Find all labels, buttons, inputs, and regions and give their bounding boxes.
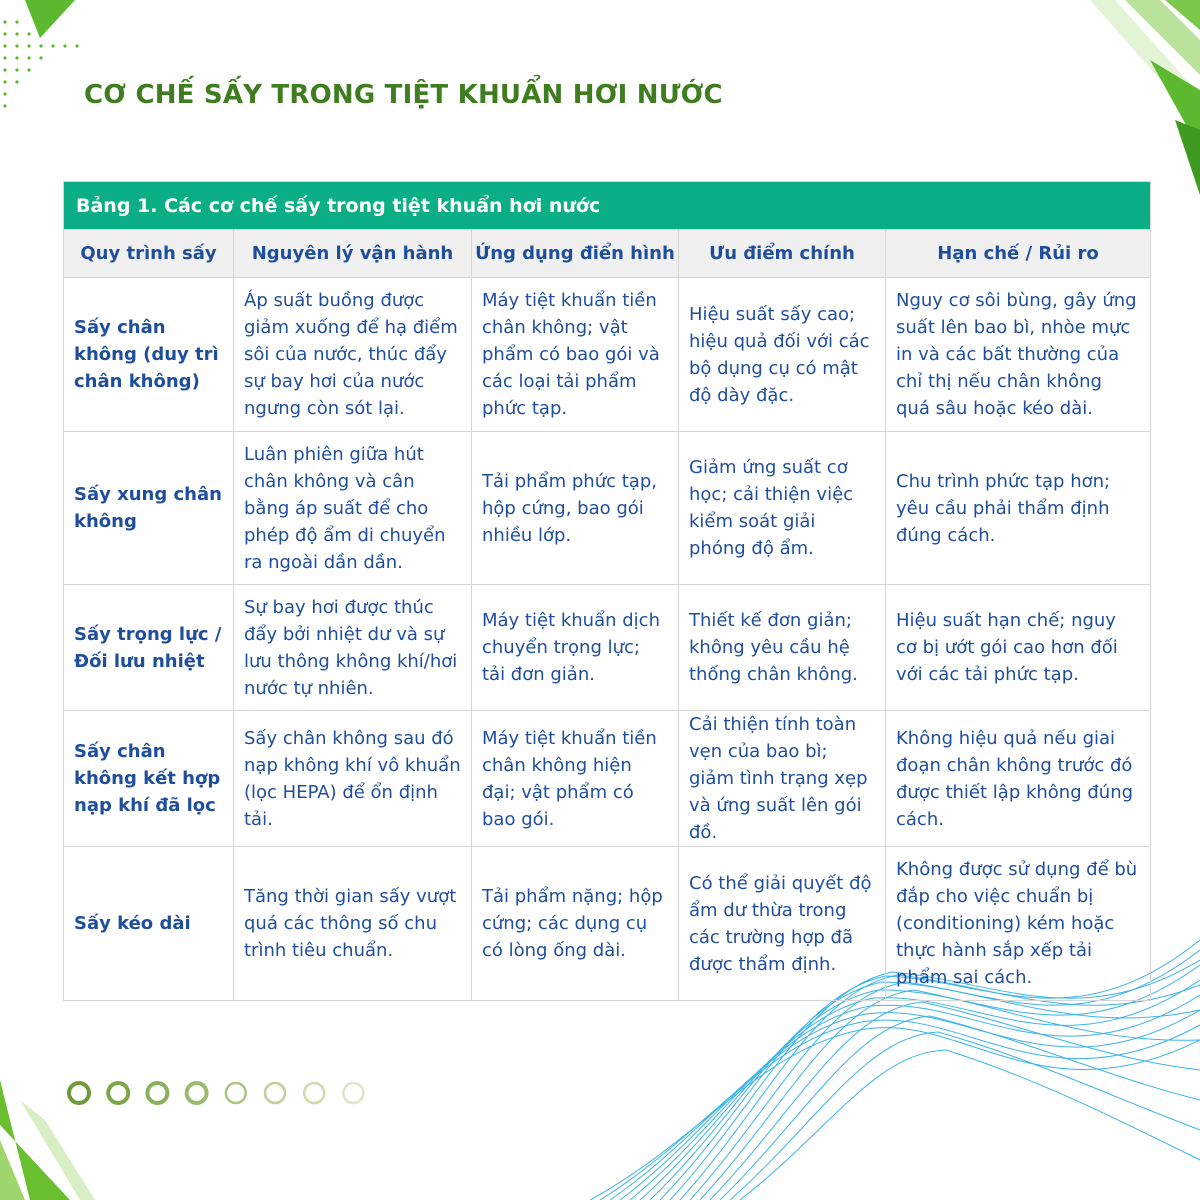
cell-process: Sấy xung chân không (64, 432, 234, 585)
cell-principle: Sự bay hơi được thúc đẩy bởi nhiệt dư và sự lưu thông không khí/hơi nước tự nhiên. (234, 585, 472, 711)
cell-process: Sấy chân không (duy trì chân không) (64, 278, 234, 432)
cell-limitations: Chu trình phức tạp hơn; yêu cầu phải thẩm định đúng cách. (886, 432, 1151, 585)
cell-advantages: Cải thiện tính toàn vẹn của bao bì; giảm tình trạng xẹp và ứng suất lên gói đồ. (679, 711, 886, 847)
table-row (64, 847, 1151, 1001)
cell-principle: Áp suất buồng được giảm xuống để hạ điểm sôi của nước, thúc đẩy sự bay hơi của nước ngưng còn sót lại. (234, 278, 472, 432)
cell-application: Máy tiệt khuẩn tiền chân không; vật phẩm có bao gói và các loại tải phẩm phức tạp. (472, 278, 679, 432)
top-right-stripes (1090, 0, 1200, 195)
cell-application: Máy tiệt khuẩn dịch chuyển trọng lực; tải đơn giản. (472, 585, 679, 711)
table-row (64, 278, 1151, 432)
table-row (64, 585, 1151, 711)
cell-principle: Sấy chân không sau đó nạp không khí vô khuẩn (lọc HEPA) để ổn định tải. (234, 711, 472, 847)
cell-advantages: Thiết kế đơn giản; không yêu cầu hệ thống chân không. (679, 585, 886, 711)
cell-application: Máy tiệt khuẩn tiền chân không hiện đại; vật phẩm có bao gói. (472, 711, 679, 847)
cell-advantages: Giảm ứng suất cơ học; cải thiện việc kiểm soát giải phóng độ ẩm. (679, 432, 886, 585)
table-row (64, 432, 1151, 585)
page-title: CƠ CHẾ SẤY TRONG TIỆT KHUẨN HƠI NƯỚC (84, 80, 723, 110)
cell-process: Sấy trọng lực / Đối lưu nhiệt (64, 585, 234, 711)
cell-principle: Luân phiên giữa hút chân không và cân bằng áp suất để cho phép độ ẩm di chuyển ra ngoài dần dần. (234, 432, 472, 585)
column-header-process: Quy trình sấy (64, 230, 234, 278)
bottom-left-stripes (0, 1080, 95, 1200)
column-header-advantages: Ưu điểm chính (679, 230, 886, 278)
cell-principle: Tăng thời gian sấy vượt quá các thông số chu trình tiêu chuẩn. (234, 847, 472, 1001)
cell-limitations: Không được sử dụng để bù đắp cho việc chuẩn bị (conditioning) kém hoặc thực hành sắp xếp tải phẩm sai cách. (886, 847, 1151, 1001)
top-left-decoration (3, 0, 78, 108)
cell-limitations: Hiệu suất hạn chế; nguy cơ bị ướt gói cao hơn đối với các tải phức tạp. (886, 585, 1151, 711)
cell-application: Tải phẩm nặng; hộp cứng; các dụng cụ có lòng ống dài. (472, 847, 679, 1001)
column-header-application: Ứng dụng điển hình (472, 230, 679, 278)
cell-application: Tải phẩm phức tạp, hộp cứng, bao gói nhiều lớp. (472, 432, 679, 585)
column-header-principle: Nguyên lý vận hành (234, 230, 472, 278)
cell-process: Sấy kéo dài (64, 847, 234, 1001)
cell-process: Sấy chân không kết hợp nạp khí đã lọc (64, 711, 234, 847)
column-header-limitations: Hạn chế / Rủi ro (886, 230, 1151, 278)
cell-advantages: Có thể giải quyết độ ẩm dư thừa trong các trường hợp đã được thẩm định. (679, 847, 886, 1001)
drying-mechanisms-table (63, 181, 1151, 1001)
cell-limitations: Nguy cơ sôi bùng, gây ứng suất lên bao bì, nhòe mực in và các bất thường của chỉ thị nếu chân không quá sâu hoặc kéo dài. (886, 278, 1151, 432)
cell-advantages: Hiệu suất sấy cao; hiệu quả đối với các bộ dụng cụ có mật độ dày đặc. (679, 278, 886, 432)
table-row (64, 711, 1151, 847)
table-caption: Bảng 1. Các cơ chế sấy trong tiệt khuẩn hơi nước (64, 182, 1151, 230)
cell-limitations: Không hiệu quả nếu giai đoạn chân không trước đó được thiết lập không đúng cách. (886, 711, 1151, 847)
